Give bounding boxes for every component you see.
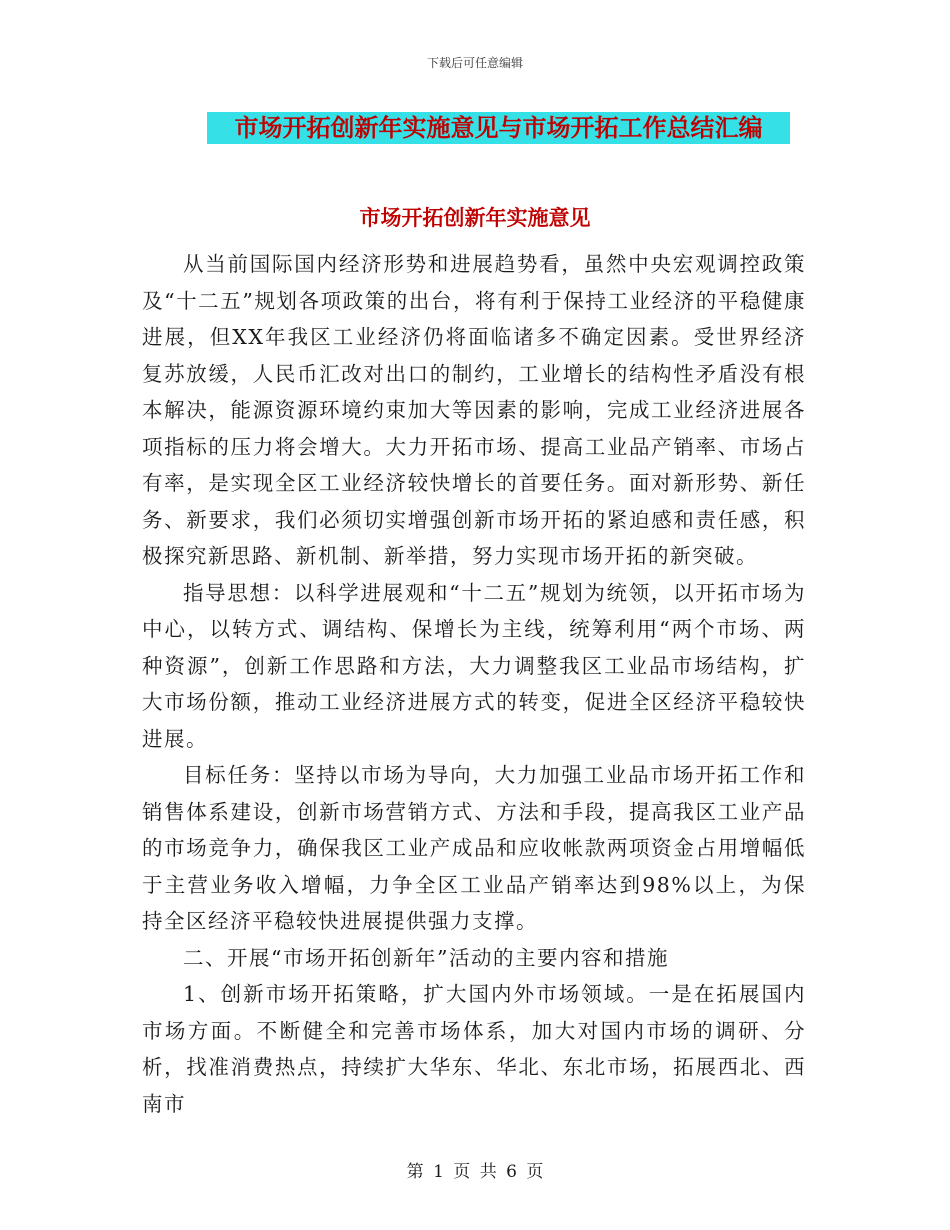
paragraph-targets: 目标任务：坚持以市场为导向，大力加强工业品市场开拓工作和销售体系建设，创新市场营销方式、方法和手段，提高我区工业产品的市场竞争力，确保我区工业产成品和应收帐款两项资金占用增幅低于主营业务收入增幅，力争全区工业品产销率达到98%以上，为保持全区经济平稳较快进展提供强力支撑。 (142, 763, 806, 933)
body-text (142, 246, 806, 1122)
page-header-note: 下载后可任意编辑 (426, 56, 523, 70)
paragraph-measures: 1、创新市场开拓策略，扩大国内外市场领域。一是在拓展国内市场方面。不断健全和完善市场体系，加大对国内市场的调研、分析，找准消费热点，持续扩大华东、华北、东北市场，拓展西北、西南市 (142, 982, 806, 1116)
document-title: 市场开拓创新年实施意见与市场开拓工作总结汇编 (207, 112, 790, 144)
section-title: 市场开拓创新年实施意见 (359, 205, 591, 230)
page-footer: 第 1 页 共 6 页 (406, 1162, 544, 1182)
paragraph-intro: 从当前国际国内经济形势和进展趋势看，虽然中央宏观调控政策及“十二五”规划各项政策的出台，将有利于保持工业经济的平稳健康进展，但XX年我区工业经济仍将面临诸多不确定因素。受世界经济复苏放缓，人民币汇改对出口的制约，工业增长的结构性矛盾没有根本解决，能源资源环境约束加大等因素的影响，完成工业经济进展各项指标的压力将会增大。大力开拓市场、提高工业品产销率、市场占有率，是实现全区工业经济较快增长的首要任务。面对新形势、新任务、新要求，我们必须切实增强创新市场开拓的紧迫感和责任感，积极探究新思路、新机制、新举措，努力实现市场开拓的新突破。 (142, 252, 806, 568)
paragraph-section-heading: 二、开展“市场开拓创新年”活动的主要内容和措施 (183, 945, 669, 970)
paragraph-guiding-ideology: 指导思想：以科学进展观和“十二五”规划为统领，以开拓市场为中心，以转方式、调结构、保增长为主线，统筹利用“两个市场、两种资源”，创新工作思路和方法，大力调整我区工业品市场结构，扩大市场份额，推动工业经济进展方式的转变，促进全区经济平稳较快进展。 (142, 580, 806, 751)
